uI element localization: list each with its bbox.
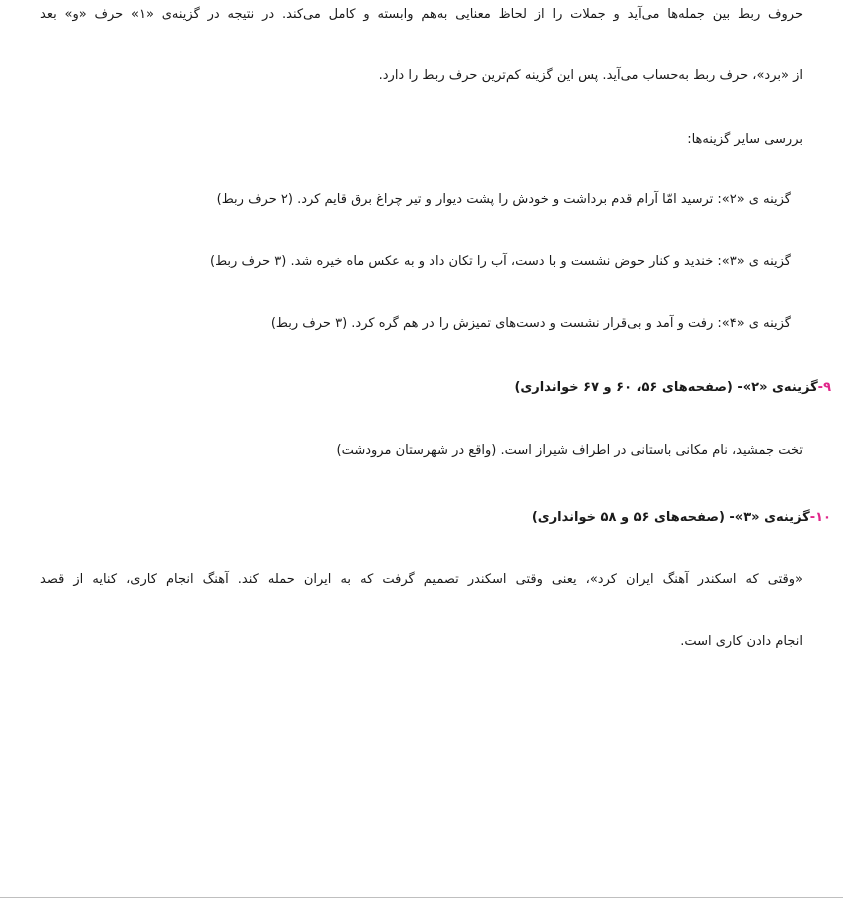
review-heading: بررسی سایر گزینه‌ها: (687, 132, 803, 147)
question-9-body: تخت جمشید، نام مکانی باستانی در اطراف شیراز است. (واقع در شهرستان مرودشت) (336, 443, 803, 458)
question-10-heading (532, 508, 831, 528)
option-2-review: گزینه ی «۲»: ترسید امّا آرام قدم برداشت و خودش را پشت دیوار و تیر چراغ برق قایم کرد. (۲ حرف ربط) (216, 192, 791, 207)
question-9-heading (514, 378, 831, 398)
option-4-review: گزینه ی «۴»: رفت و آمد و بی‌قرار نشست و دست‌های تمیزش را در هم گره کرد. (۳ حرف ربط) (270, 316, 791, 331)
question-10-number: ۱۰- (809, 510, 831, 525)
question-10-body-line1: «وقتی که اسکندر آهنگ ایران کرد»، یعنی وقتی اسکندر تصمیم گرفت که به ایران حمله کند. آهنگ انجام کاری، کنایه از قصد (40, 572, 803, 587)
page-bottom-divider (0, 897, 843, 898)
question-10-body-line2: انجام دادن کاری است. (680, 634, 803, 649)
question-9-title: گزینه‌ی «۲»- (صفحه‌های ۵۶، ۶۰ و ۶۷ خوانداری) (514, 380, 818, 395)
question-9-number: ۹- (817, 380, 831, 395)
paragraph1-line2: از «برد»، حرف ربط به‌حساب می‌آید. پس این گزینه کم‌ترین حرف ربط را دارد. (378, 68, 803, 83)
option-3-review: گزینه ی «۳»: خندید و کنار حوض نشست و با دست، آب را تکان داد و به عکس ماه خیره شد. (۳ حرف ربط) (210, 254, 791, 269)
question-10-title: گزینه‌ی «۳»- (صفحه‌های ۵۶ و ۵۸ خوانداری) (531, 510, 810, 525)
paragraph1-line1: حروف ربط بین جمله‌ها می‌آید و جملات را از لحاظ معنایی به‌هم وابسته و کامل می‌کند. در نتیجه در گزینه‌ی «۱» حرف «و» بعد (40, 7, 804, 22)
